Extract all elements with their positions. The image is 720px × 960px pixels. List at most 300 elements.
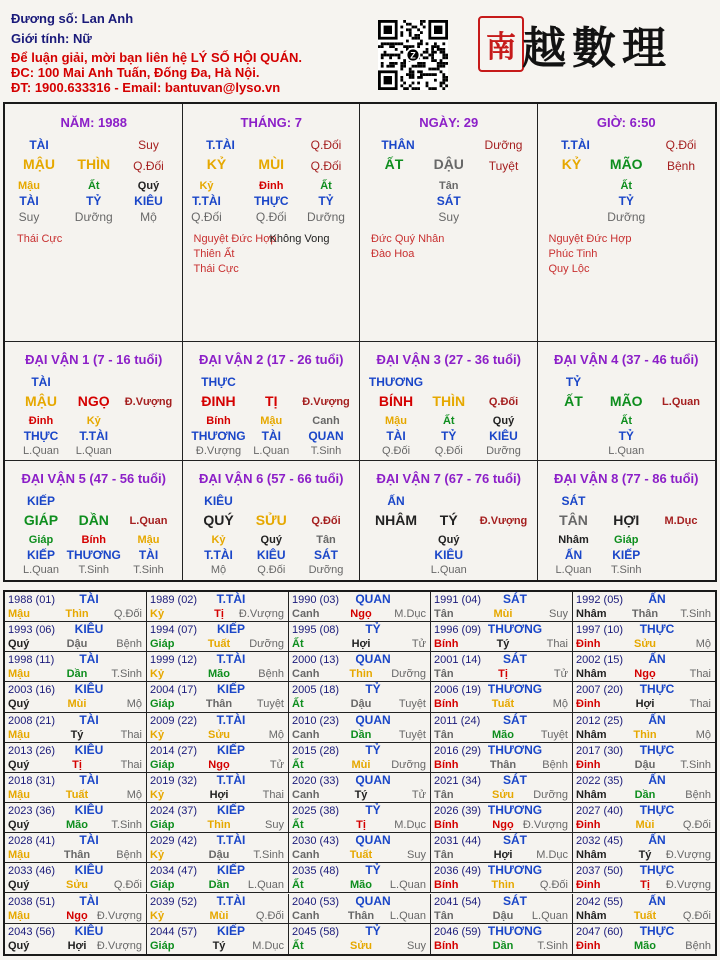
- year-label: 2019 (32): [150, 774, 198, 787]
- year-god: QUAN: [355, 652, 391, 667]
- hidden-god: TÀI: [19, 194, 39, 208]
- year-label: 2018 (31): [8, 774, 56, 787]
- year-stem: Bính: [434, 939, 459, 952]
- year-god: ẤN: [648, 652, 666, 667]
- year-branch: Mùi: [209, 909, 229, 922]
- hidden-god: THƯƠNG: [191, 429, 246, 443]
- year-stem: Nhâm: [576, 608, 607, 620]
- year-state: M.Dục: [252, 939, 284, 952]
- hidden-state: Dưỡng: [307, 210, 345, 224]
- year-stem: Kỷ: [150, 788, 165, 801]
- hidden-god: TỶ: [618, 194, 634, 208]
- year-stem: Mậu: [8, 728, 30, 741]
- year-cell: [147, 833, 289, 863]
- year-stem: Tân: [434, 608, 454, 620]
- year-label: 2006 (19): [434, 684, 482, 697]
- luck-stem: GIÁP: [23, 512, 59, 528]
- year-label: 1989 (02): [150, 594, 198, 606]
- year-cell: [289, 894, 431, 924]
- year-branch: Ngọ: [492, 819, 514, 832]
- year-stem: Đinh: [576, 879, 601, 892]
- year-state: Đ.Vượng: [522, 819, 568, 832]
- year-label: 2030 (43): [292, 835, 340, 848]
- year-label: 2026 (39): [434, 805, 482, 818]
- luck-branch: THÌN: [432, 393, 466, 409]
- luck-title: ĐẠI VẬN 4 (37 - 46 tuổi): [554, 352, 699, 367]
- year-state: L.Quan: [531, 909, 568, 922]
- year-god: KIẾP: [216, 803, 246, 818]
- god-state: Suy: [138, 138, 159, 152]
- year-state: Đ.Vượng: [96, 909, 142, 922]
- year-cell: [289, 682, 431, 712]
- year-state: Q.Đối: [113, 608, 142, 620]
- year-branch: Ngọ: [208, 758, 230, 771]
- year-stem: Đinh: [576, 819, 601, 832]
- year-stem: Mậu: [8, 668, 30, 681]
- hidden-state: T.Sinh: [310, 445, 342, 457]
- year-stem: Tân: [434, 788, 454, 801]
- year-god: THỰC: [639, 863, 675, 878]
- heavenly-god: T.TÀI: [561, 138, 590, 152]
- luck-god: THƯƠNG: [368, 375, 424, 389]
- year-cell: [573, 894, 715, 924]
- hidden-state: Q.Đối: [257, 564, 286, 576]
- year-branch: Tuất: [349, 849, 373, 862]
- year-label: 2035 (48): [292, 865, 340, 878]
- year-stem: Canh: [292, 849, 320, 862]
- year-branch: Dần: [66, 668, 88, 681]
- year-state: Dưỡng: [249, 638, 284, 651]
- year-branch: Mùi: [67, 698, 87, 711]
- year-state: T.Sinh: [253, 849, 284, 862]
- hidden-god: TÀI: [386, 429, 406, 443]
- year-stem: Kỷ: [150, 608, 165, 620]
- year-branch: Dậu: [634, 758, 656, 771]
- year-state: Thai: [546, 638, 568, 651]
- star-name: Không Vong: [269, 233, 330, 245]
- year-cell: [431, 743, 573, 773]
- year-cell: [431, 713, 573, 743]
- luck-cell: [360, 461, 538, 580]
- year-cell: [573, 924, 715, 954]
- year-branch: Dần: [492, 939, 514, 952]
- year-god: TÀI: [79, 652, 99, 667]
- year-stem: Quý: [8, 638, 30, 651]
- hidden-stem: Tân: [438, 180, 459, 192]
- year-branch: Hợi: [67, 939, 87, 952]
- year-stem: Ất: [292, 819, 304, 832]
- year-branch: Hợi: [351, 638, 371, 651]
- year-god: T.TÀI: [216, 833, 246, 848]
- hidden-stem: Mậu: [18, 180, 40, 192]
- hidden-state: Q.Đối: [191, 210, 222, 224]
- year-branch: Mùi: [635, 819, 655, 832]
- year-label: 2023 (36): [8, 805, 56, 818]
- luck-god: KIẾP: [26, 494, 56, 508]
- year-cell: [147, 622, 289, 652]
- year-label: 1988 (01): [8, 594, 56, 606]
- year-god: THỰC: [639, 682, 675, 697]
- year-label: 2022 (35): [576, 774, 624, 787]
- hidden-god: KIÊU: [434, 548, 464, 562]
- year-state: Thai: [262, 788, 284, 801]
- year-state: T.Sinh: [680, 608, 711, 620]
- year-branch: Tị: [214, 608, 224, 620]
- year-label: 2036 (49): [434, 865, 482, 878]
- year-label: 2016 (29): [434, 744, 482, 757]
- year-state: Suy: [407, 939, 426, 952]
- year-stem: Mậu: [8, 909, 30, 922]
- year-label: 2028 (41): [8, 835, 56, 848]
- year-cell: [147, 803, 289, 833]
- hidden-state: L.Quan: [555, 564, 592, 576]
- year-branch: Dần: [208, 879, 230, 892]
- year-label: 2017 (30): [576, 744, 624, 757]
- year-branch: Dậu: [208, 849, 230, 862]
- year-state: T.Sinh: [537, 939, 568, 952]
- star-name: Nguyệt Đức Hợp: [548, 233, 632, 245]
- year-stem: Tân: [434, 728, 454, 741]
- year-god: SÁT: [503, 652, 527, 667]
- year-stem: Tân: [434, 668, 454, 681]
- year-branch: Ngọ: [66, 909, 88, 922]
- year-label: 2002 (15): [576, 654, 624, 667]
- year-label: 2029 (42): [150, 835, 198, 848]
- year-label: 2041 (54): [434, 895, 482, 908]
- hidden-state: Dưỡng: [607, 210, 646, 224]
- year-branch: Dậu: [350, 698, 372, 711]
- year-state: Bệnh: [258, 668, 284, 681]
- luck-title: ĐẠI VẬN 5 (47 - 56 tuổi): [21, 471, 166, 486]
- year-branch: Tuất: [633, 909, 657, 922]
- hidden-state: L.Quan: [608, 445, 645, 457]
- hidden-state: Q.Đối: [381, 445, 411, 457]
- hidden-god: TỶ: [441, 429, 457, 443]
- year-god: QUAN: [355, 833, 391, 848]
- year-cell: [147, 713, 289, 743]
- year-god: T.TÀI: [216, 712, 246, 727]
- year-stem: Giáp: [150, 879, 175, 892]
- hidden-state: L.Quan: [22, 445, 60, 457]
- year-stem: Tân: [434, 909, 454, 922]
- year-cell: [5, 652, 147, 682]
- luck-stem: NHÂM: [375, 512, 417, 528]
- year-god: SÁT: [503, 592, 527, 606]
- year-label: 2034 (47): [150, 865, 198, 878]
- god-state: Q.Đối: [310, 138, 342, 152]
- luck-cell: [183, 461, 361, 580]
- luck-branch: MÃO: [609, 393, 643, 409]
- year-label: 2021 (34): [434, 774, 482, 787]
- year-label: 2013 (26): [8, 744, 56, 757]
- year-cell: [289, 863, 431, 893]
- year-state: Đ.Vượng: [238, 608, 284, 620]
- year-state: M.Dục: [394, 608, 426, 620]
- branch-state: Tuyệt: [488, 159, 519, 173]
- year-god: QUAN: [355, 712, 391, 727]
- year-state: Q.Đối: [255, 909, 284, 922]
- year-cell: [573, 743, 715, 773]
- god-state: Dưỡng: [484, 138, 523, 152]
- year-god: KIẾP: [216, 622, 246, 637]
- hidden-stem: Canh: [312, 415, 340, 427]
- phone-email: ĐT: 1900.633316 - Email: bantuvan@lyso.vn: [11, 80, 281, 95]
- year-stem: Nhâm: [576, 788, 607, 801]
- year-cell: [431, 833, 573, 863]
- year-stem: Canh: [292, 788, 320, 801]
- heavenly-stem: KỶ: [206, 156, 227, 172]
- year-state: Đ.Vượng: [96, 939, 142, 952]
- year-state: T.Sinh: [111, 819, 142, 832]
- year-stem: Kỷ: [150, 849, 165, 862]
- star-name: Thiên Ất: [193, 248, 235, 260]
- year-label: 2004 (17): [150, 684, 198, 697]
- luck-stem: TÂN: [559, 512, 588, 528]
- year-label: 2015 (28): [292, 744, 340, 757]
- star-name: Đào Hoa: [371, 248, 415, 260]
- year-state: Mộ: [695, 728, 711, 741]
- year-god: T.TÀI: [216, 592, 246, 606]
- year-god: KIẾP: [216, 923, 246, 938]
- luck-state: L.Quan: [129, 515, 168, 527]
- year-state: Mộ: [126, 698, 142, 711]
- hidden-god: KIÊU: [256, 548, 286, 562]
- year-state: Bệnh: [542, 758, 568, 771]
- owner-name: Đương số: Lan Anh: [11, 11, 134, 26]
- year-label: 1992 (05): [576, 594, 624, 606]
- year-cell: [289, 592, 431, 622]
- year-label: 1998 (11): [8, 654, 55, 667]
- hidden-stem: Ất: [320, 180, 332, 192]
- hidden-stem: Giáp: [28, 534, 54, 546]
- year-label: 2032 (45): [576, 835, 624, 848]
- pillar-cell: [360, 104, 538, 342]
- year-cell: [289, 713, 431, 743]
- year-cell: [5, 894, 147, 924]
- year-label: 2044 (57): [150, 925, 198, 938]
- year-stem: Bính: [434, 879, 459, 892]
- year-branch: Sửu: [491, 788, 515, 801]
- year-stem: Kỷ: [150, 909, 165, 922]
- year-branch: Dậu: [66, 638, 88, 651]
- branch-state: Bệnh: [666, 159, 696, 173]
- year-stem: Giáp: [150, 758, 175, 771]
- hidden-stem: Ất: [87, 180, 100, 192]
- year-branch: Tuất: [207, 638, 231, 651]
- year-branch: Thìn: [491, 879, 515, 892]
- year-god: THƯƠNG: [487, 863, 543, 878]
- year-cell: [147, 592, 289, 622]
- year-state: M.Dục: [394, 819, 426, 832]
- year-cell: [431, 924, 573, 954]
- year-label: 2009 (22): [150, 714, 198, 727]
- year-branch: Thân: [63, 849, 91, 862]
- year-branch: Tị: [640, 879, 650, 892]
- year-branch: Mão: [208, 668, 230, 681]
- luck-branch: SỬU: [255, 512, 287, 528]
- hidden-stem: Bính: [81, 534, 106, 546]
- pillar-title: NĂM: 1988: [60, 115, 127, 130]
- hidden-state: Q.Đối: [434, 445, 463, 457]
- year-god: T.TÀI: [216, 893, 246, 908]
- year-state: Đ.Vượng: [665, 849, 711, 862]
- year-cell: [431, 773, 573, 803]
- year-state: Mộ: [695, 638, 711, 651]
- year-state: Mộ: [268, 728, 284, 741]
- hidden-god: KIÊU: [489, 429, 518, 443]
- earthly-branch: THÌN: [77, 156, 111, 172]
- year-cell: [573, 622, 715, 652]
- year-state: L.Quan: [389, 879, 426, 892]
- luck-stem: ĐINH: [201, 393, 236, 409]
- hidden-stem: Quý: [260, 534, 282, 546]
- year-god: KIÊU: [74, 622, 104, 637]
- year-stem: Đinh: [576, 698, 601, 711]
- hidden-stem: Mậu: [260, 415, 283, 427]
- year-state: L.Quan: [247, 879, 284, 892]
- year-state: Mộ: [552, 698, 568, 711]
- hidden-state: Mộ: [140, 210, 157, 224]
- year-cell: [431, 652, 573, 682]
- year-branch: Thân: [205, 698, 233, 711]
- heavenly-stem: MẬU: [23, 156, 55, 172]
- hidden-god: TỶ: [618, 429, 634, 443]
- year-stem: Tân: [434, 849, 454, 862]
- year-stem: Ất: [292, 758, 304, 771]
- star-name: Thái Cực: [17, 233, 63, 245]
- year-state: Dưỡng: [391, 668, 426, 681]
- year-cell: [573, 682, 715, 712]
- star-name: Nguyệt Đức Hợp: [193, 233, 277, 245]
- luck-cell: [538, 342, 716, 461]
- luck-cell: [360, 342, 538, 461]
- year-label: 2003 (16): [8, 684, 56, 697]
- year-god: TÀI: [79, 893, 99, 908]
- year-label: 2031 (44): [434, 835, 482, 848]
- luck-god: SÁT: [561, 494, 586, 508]
- luck-branch: TỊ: [265, 393, 278, 409]
- year-label: 2040 (53): [292, 895, 340, 908]
- year-cell: [289, 622, 431, 652]
- year-god: TÀI: [79, 833, 99, 848]
- hidden-state: Đ.Vượng: [195, 445, 242, 457]
- year-god: THỰC: [639, 742, 675, 757]
- year-god: TỶ: [365, 863, 381, 878]
- hidden-god: QUAN: [308, 429, 344, 443]
- year-god: TÀI: [79, 772, 99, 787]
- year-god: KIÊU: [74, 682, 104, 697]
- svg-text:Z: Z: [410, 50, 416, 61]
- year-label: 2011 (24): [434, 714, 481, 727]
- year-god: ẤN: [648, 712, 666, 727]
- year-branch: Tý: [354, 788, 368, 801]
- year-branch: Tị: [72, 758, 82, 771]
- year-cell: [431, 592, 573, 622]
- year-branch: Ngọ: [634, 668, 656, 681]
- luck-title: ĐẠI VẬN 1 (7 - 16 tuổi): [25, 352, 163, 367]
- year-stem: Bính: [434, 698, 459, 711]
- year-label: 2007 (20): [576, 684, 624, 697]
- luck-god: TỶ: [565, 375, 582, 389]
- year-label: 1994 (07): [150, 624, 198, 637]
- year-god: ẤN: [648, 893, 666, 908]
- luck-god: THỰC: [201, 375, 236, 389]
- pillar-title: THÁNG: 7: [240, 115, 302, 130]
- year-label: 2000 (13): [292, 654, 340, 667]
- year-god: SÁT: [503, 772, 527, 787]
- hidden-state: Q.Đối: [255, 210, 287, 224]
- luck-god: ẤN: [387, 494, 405, 508]
- year-cell: [431, 894, 573, 924]
- year-stem: Canh: [292, 608, 320, 620]
- hidden-stem: Đinh: [259, 180, 284, 192]
- year-branch: Mùi: [351, 758, 371, 771]
- year-cell: [431, 622, 573, 652]
- hidden-stem: Đinh: [28, 415, 54, 427]
- branch-state: Q.Đối: [133, 159, 164, 173]
- luck-stem: MẬU: [25, 393, 57, 409]
- year-branch: Thìn: [65, 608, 89, 620]
- year-god: TỶ: [365, 622, 381, 637]
- year-cell: [573, 803, 715, 833]
- year-god: THƯƠNG: [487, 923, 543, 938]
- hidden-god: THỰC: [253, 194, 289, 208]
- hidden-state: L.Quan: [430, 564, 467, 576]
- year-god: QUAN: [355, 893, 391, 908]
- hidden-god: ẤN: [564, 548, 583, 562]
- year-god: THƯƠNG: [487, 742, 543, 757]
- year-label: 1999 (12): [150, 654, 198, 667]
- hidden-god: KIÊU: [134, 194, 163, 208]
- year-branch: Sửu: [207, 728, 231, 741]
- luck-state: M.Dục: [664, 515, 698, 527]
- hidden-god: T.TÀI: [204, 548, 233, 562]
- hidden-stem: Tân: [316, 534, 336, 546]
- year-cell: [5, 863, 147, 893]
- year-branch: Hợi: [209, 788, 229, 801]
- hidden-state: Dưỡng: [486, 445, 521, 457]
- year-cell: [147, 894, 289, 924]
- year-branch: Thìn: [349, 668, 373, 681]
- year-branch: Sửu: [349, 939, 373, 952]
- year-state: Bệnh: [685, 939, 711, 952]
- year-label: 1997 (10): [576, 624, 624, 637]
- luck-title: ĐẠI VẬN 2 (17 - 26 tuổi): [199, 352, 344, 367]
- qr-code-icon: [378, 20, 448, 90]
- year-branch: Dậu: [492, 909, 514, 922]
- year-cell: [147, 682, 289, 712]
- year-state: Thai: [120, 758, 142, 771]
- year-label: 2039 (52): [150, 895, 198, 908]
- year-state: Thai: [689, 668, 711, 681]
- year-cell: [431, 803, 573, 833]
- hidden-stem: Quý: [137, 180, 160, 192]
- year-god: T.TÀI: [216, 772, 246, 787]
- pillar-cell: [538, 104, 716, 342]
- year-god: KIÊU: [74, 742, 104, 757]
- year-state: Thai: [120, 728, 142, 741]
- luck-branch: DẦN: [78, 512, 109, 528]
- year-branch: Mão: [492, 728, 514, 741]
- year-label: 2024 (37): [150, 805, 198, 818]
- year-label: 1996 (09): [434, 624, 482, 637]
- year-cell: [289, 743, 431, 773]
- year-branch: Thân: [631, 608, 659, 620]
- luck-state: Đ.Vượng: [124, 396, 173, 408]
- year-god: THỰC: [639, 923, 675, 938]
- luck-cell: [183, 342, 361, 461]
- year-branch: Tị: [356, 819, 366, 832]
